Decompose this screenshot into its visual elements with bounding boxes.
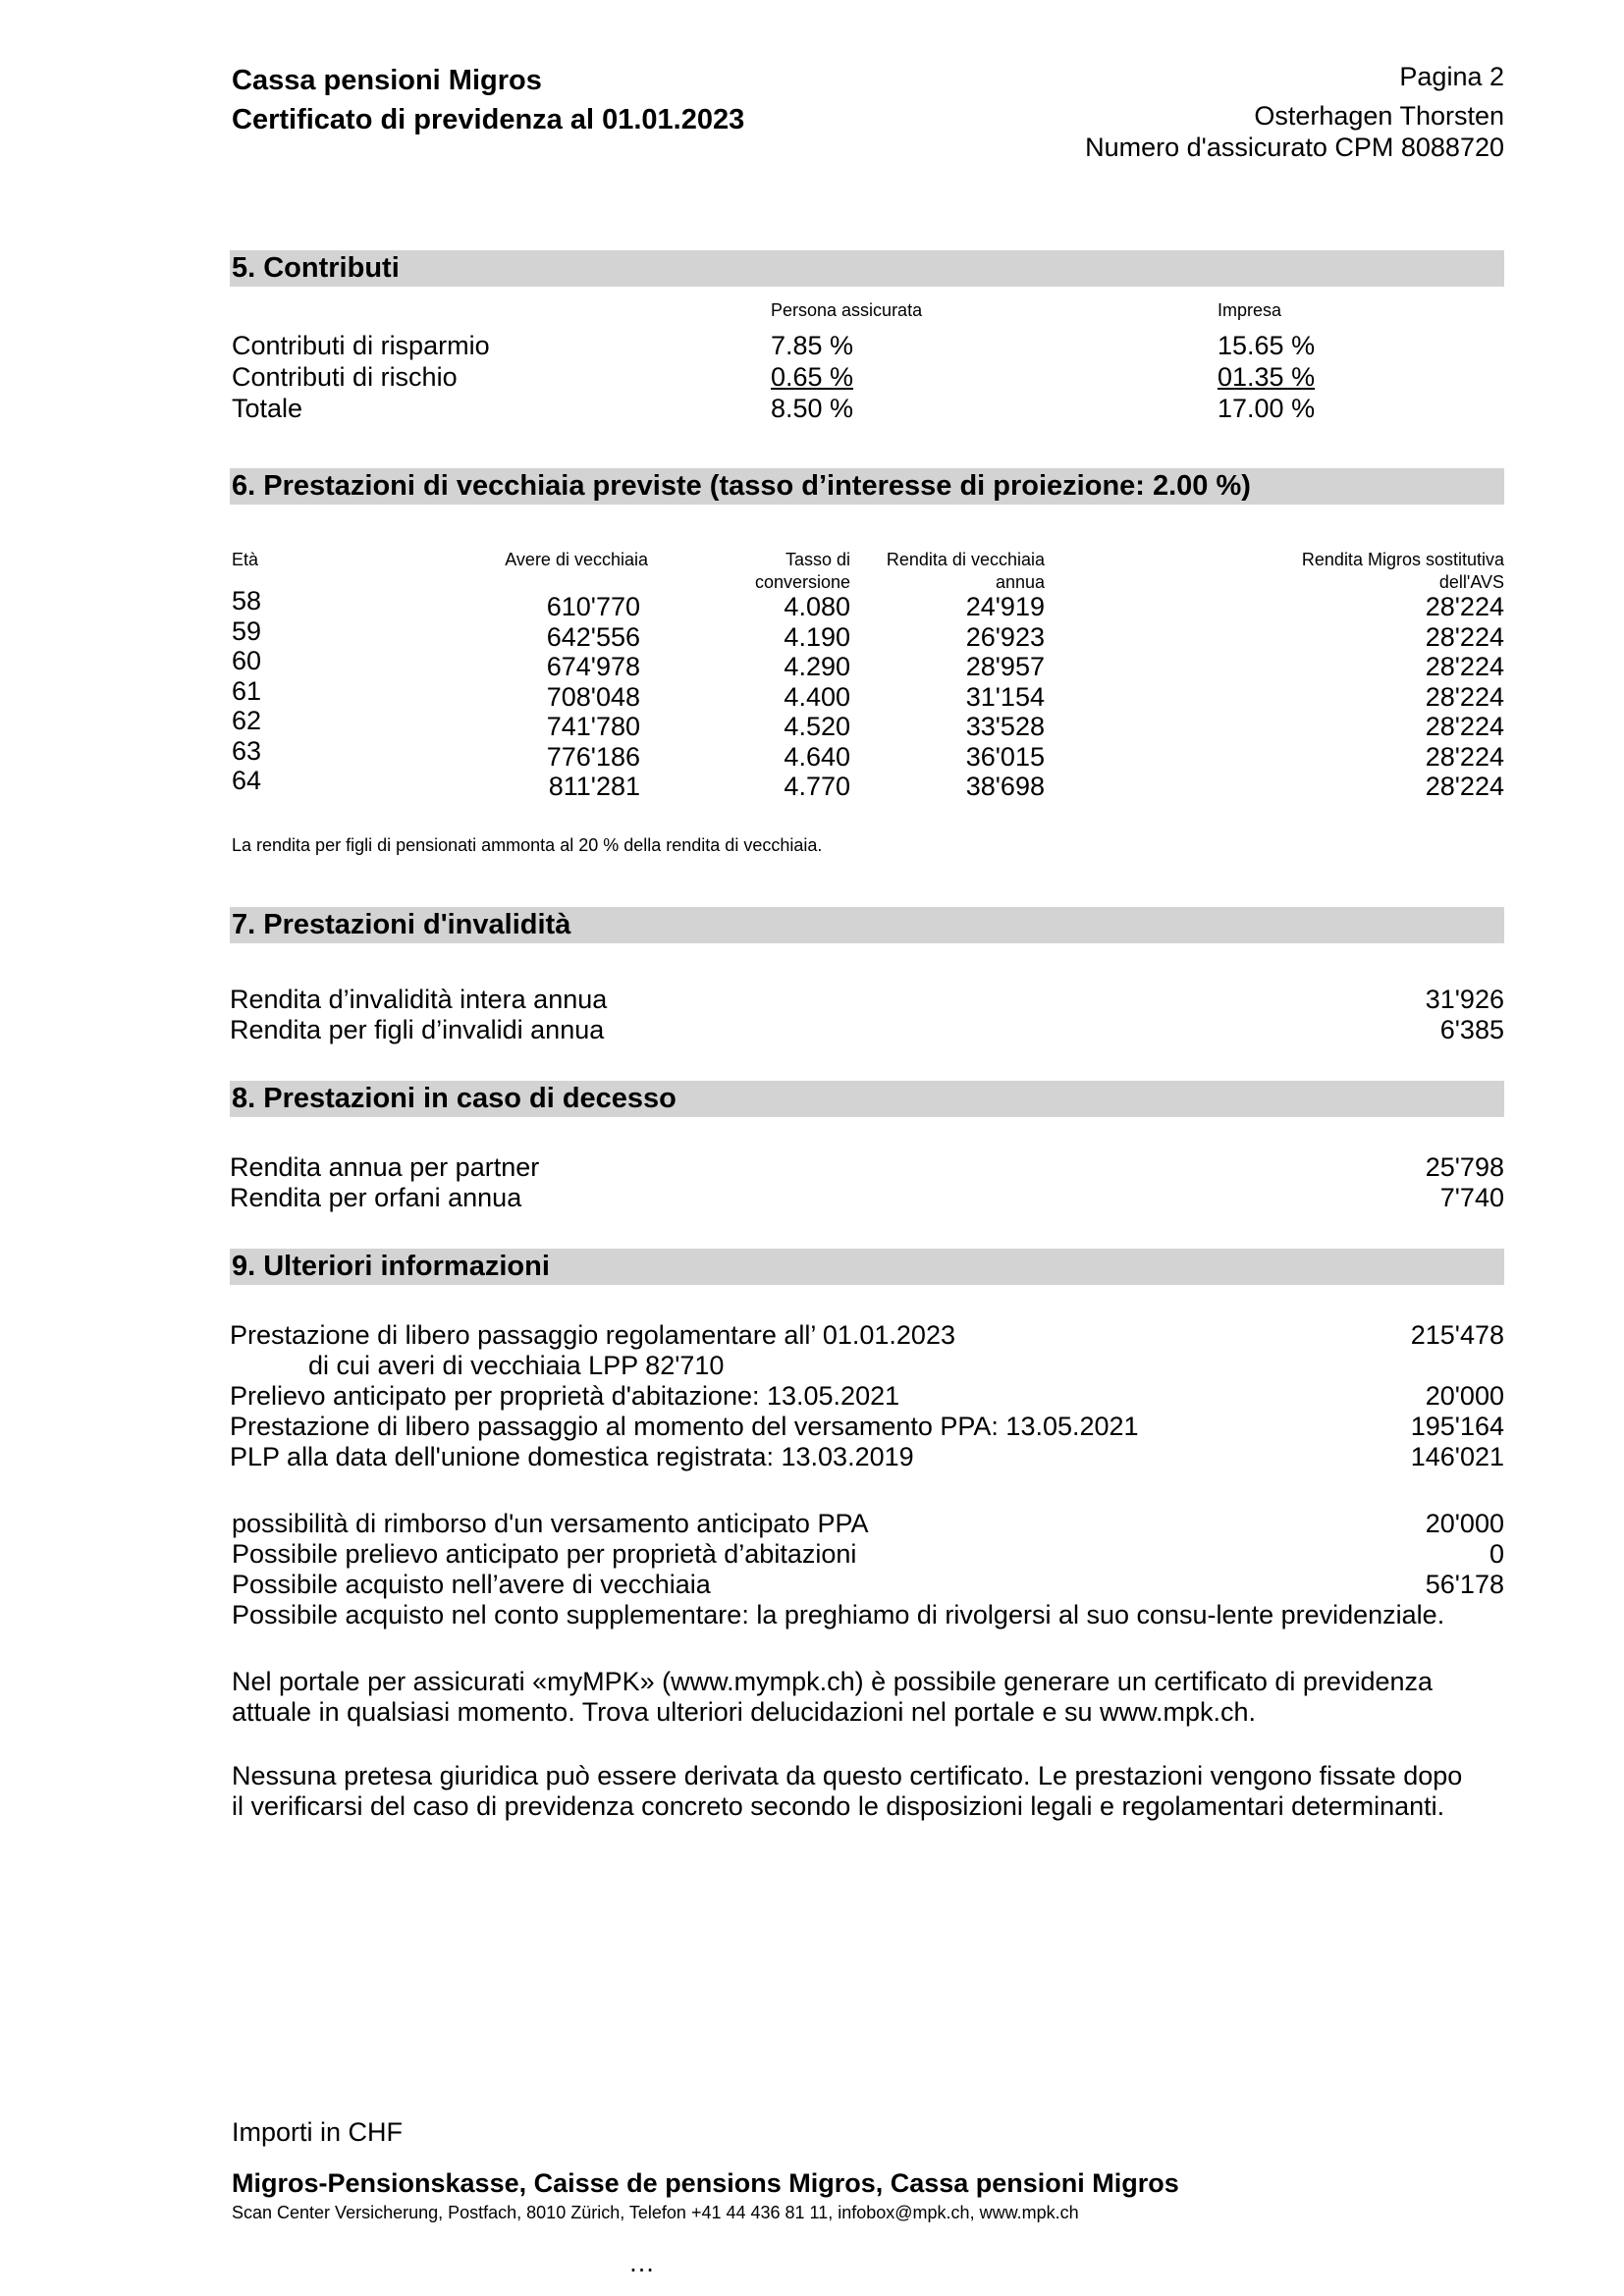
portal-paragraph: Nel portale per assicurati «myMPK» (www.mympk.ch) è possibile generare un certificato di previdenza: [232, 1667, 1434, 1696]
old-age-avs: 28'224: [1425, 741, 1504, 772]
old-age-age: 60: [232, 646, 262, 675]
amounts-note: Importi in CHF: [232, 2117, 404, 2147]
portal-paragraph-2: attuale in qualsiasi momento. Trova ulteriori delucidazioni nel portale e su www.mpk.ch.: [232, 1697, 1257, 1727]
col-header-assets: Avere di vecchiaia: [505, 550, 648, 569]
section-heading-old-age: 6. Prestazioni di vecchiaia previste (tasso d’interesse di proiezione: 2.00 %): [230, 468, 1504, 505]
old-age-assets: 610'770: [546, 592, 640, 621]
section-heading-contributions: 5. Contributi: [230, 250, 1504, 287]
death-label: Rendita annua per partner: [230, 1152, 540, 1182]
old-age-avs: 28'224: [1425, 652, 1504, 681]
further-label: PLP alla data dell'unione domestica registrata: 13.03.2019: [230, 1442, 914, 1471]
old-age-pension: 26'923: [965, 621, 1045, 652]
col-header-rate-2: conversione: [754, 572, 850, 592]
insured-number: Numero d'assicurato CPM 8088720: [1085, 133, 1504, 162]
death-label: Rendita per orfani annua: [230, 1183, 522, 1212]
further-label: Possibile prelievo anticipato per proprietà d’abitazioni: [232, 1539, 857, 1569]
further-value: 146'021: [1410, 1442, 1504, 1471]
old-age-assets: 811'281: [548, 772, 640, 801]
disability-label: Rendita d’invalidità intera annua: [230, 985, 608, 1014]
old-age-avs: 28'224: [1425, 712, 1504, 741]
document-title: Cassa pensioni Migros: [232, 65, 542, 96]
old-age-avs: 28'224: [1425, 681, 1504, 712]
disability-label: Rendita per figli d’invalidi annua: [230, 1015, 605, 1044]
col-header-pension: Rendita di vecchiaia: [886, 550, 1045, 569]
contrib-person: 7.85 %: [771, 331, 854, 360]
footer-address: Scan Center Versicherung, Postfach, 8010 Zürich, Telefon +41 44 436 81 11, infobox@mpk.ch, www.mpk.ch: [232, 2203, 1079, 2222]
old-age-pension: 38'698: [965, 772, 1045, 801]
footer-org: Migros-Pensionskasse, Caisse de pensions Migros, Cassa pensioni Migros: [232, 2168, 1179, 2198]
old-age-pension: 33'528: [965, 712, 1045, 741]
old-age-assets: 708'048: [546, 681, 640, 712]
old-age-note: La rendita per figli di pensionati ammonta al 20 % della rendita di vecchiaia.: [232, 835, 823, 855]
further-label: Possibile acquisto nell’avere di vecchiaia: [232, 1570, 711, 1599]
insured-name: Osterhagen Thorsten: [1254, 101, 1504, 131]
disclaimer-paragraph-2: il verificarsi del caso di previdenza concreto secondo le disposizioni legali e regolamentari determinanti.: [232, 1791, 1445, 1821]
contrib-company: 15.65 %: [1218, 331, 1316, 360]
further-value: 20'000: [1425, 1381, 1504, 1411]
contrib-label: Contributi di rischio: [232, 362, 458, 392]
col-header-age: Età: [232, 550, 259, 569]
old-age-rate: 4.290: [784, 652, 850, 681]
col-header-company: Impresa: [1218, 300, 1282, 320]
disability-value: 31'926: [1425, 985, 1504, 1014]
old-age-rate: 4.520: [784, 712, 850, 741]
further-value: 195'164: [1410, 1412, 1504, 1441]
further-label: Prestazione di libero passaggio regolamentare all’ 01.01.2023: [230, 1320, 955, 1350]
col-header-rate: Tasso di: [785, 550, 850, 569]
old-age-rate: 4.640: [784, 741, 850, 772]
col-header-person: Persona assicurata: [771, 300, 923, 320]
col-header-avs-2: dell'AVS: [1438, 572, 1504, 592]
old-age-age: 58: [232, 586, 262, 615]
contrib-label: Contributi di risparmio: [232, 331, 490, 360]
further-label: Possibile acquisto nel conto supplementare: la preghiamo di rivolgersi al suo consu-lente previdenziale.: [232, 1600, 1445, 1629]
further-value: 20'000: [1425, 1509, 1504, 1538]
section-heading-disability: 7. Prestazioni d'invalidità: [230, 907, 1504, 943]
col-header-pension-2: annua: [995, 572, 1045, 592]
old-age-avs: 28'224: [1425, 772, 1504, 801]
section-heading-further: 9. Ulteriori informazioni: [230, 1249, 1504, 1285]
contrib-label: Totale: [232, 394, 303, 423]
contrib-company: 17.00 %: [1218, 394, 1316, 423]
old-age-age: 61: [232, 675, 262, 706]
contrib-company: 01.35 %: [1218, 362, 1316, 392]
document-subtitle: Certificato di previdenza al 01.01.2023: [232, 104, 745, 135]
further-value: 0: [1489, 1539, 1504, 1569]
old-age-rate: 4.190: [784, 621, 850, 652]
further-label: Prestazione di libero passaggio al momento del versamento PPA: 13.05.2021: [230, 1412, 1139, 1441]
old-age-age: 63: [232, 735, 262, 766]
footer-ellipsis: …: [628, 2248, 655, 2277]
old-age-age: 64: [232, 766, 262, 795]
further-label: Prelievo anticipato per proprietà d'abitazione: 13.05.2021: [230, 1381, 900, 1411]
old-age-pension: 24'919: [965, 592, 1045, 621]
contrib-person: 8.50 %: [771, 394, 854, 423]
old-age-assets: 741'780: [546, 712, 640, 741]
old-age-assets: 674'978: [546, 652, 640, 681]
disability-value: 6'385: [1439, 1015, 1504, 1044]
old-age-pension: 28'957: [965, 652, 1045, 681]
contrib-person: 0.65 %: [771, 362, 854, 392]
further-value: 56'178: [1425, 1570, 1504, 1599]
old-age-avs: 28'224: [1425, 621, 1504, 652]
old-age-pension: 36'015: [965, 741, 1045, 772]
col-header-avs: Rendita Migros sostitutiva: [1301, 550, 1504, 569]
further-label: possibilità di rimborso d'un versamento anticipato PPA: [232, 1509, 869, 1538]
old-age-pension: 31'154: [965, 681, 1045, 712]
old-age-assets: 642'556: [546, 621, 640, 652]
death-value: 7'740: [1439, 1183, 1504, 1212]
section-heading-death: 8. Prestazioni in caso di decesso: [230, 1081, 1504, 1117]
further-label: di cui averi di vecchiaia LPP 82'710: [308, 1351, 725, 1380]
old-age-rate: 4.080: [784, 592, 850, 621]
death-value: 25'798: [1425, 1152, 1504, 1182]
old-age-avs: 28'224: [1425, 592, 1504, 621]
further-value: 215'478: [1410, 1320, 1504, 1350]
disclaimer-paragraph: Nessuna pretesa giuridica può essere derivata da questo certificato. Le prestazioni vengono fissate dopo: [232, 1761, 1463, 1790]
old-age-rate: 4.400: [784, 681, 850, 712]
page-number: Pagina 2: [1399, 62, 1504, 91]
old-age-assets: 776'186: [546, 741, 640, 772]
old-age-age: 62: [232, 706, 262, 735]
old-age-age: 59: [232, 615, 262, 646]
old-age-rate: 4.770: [784, 772, 850, 801]
